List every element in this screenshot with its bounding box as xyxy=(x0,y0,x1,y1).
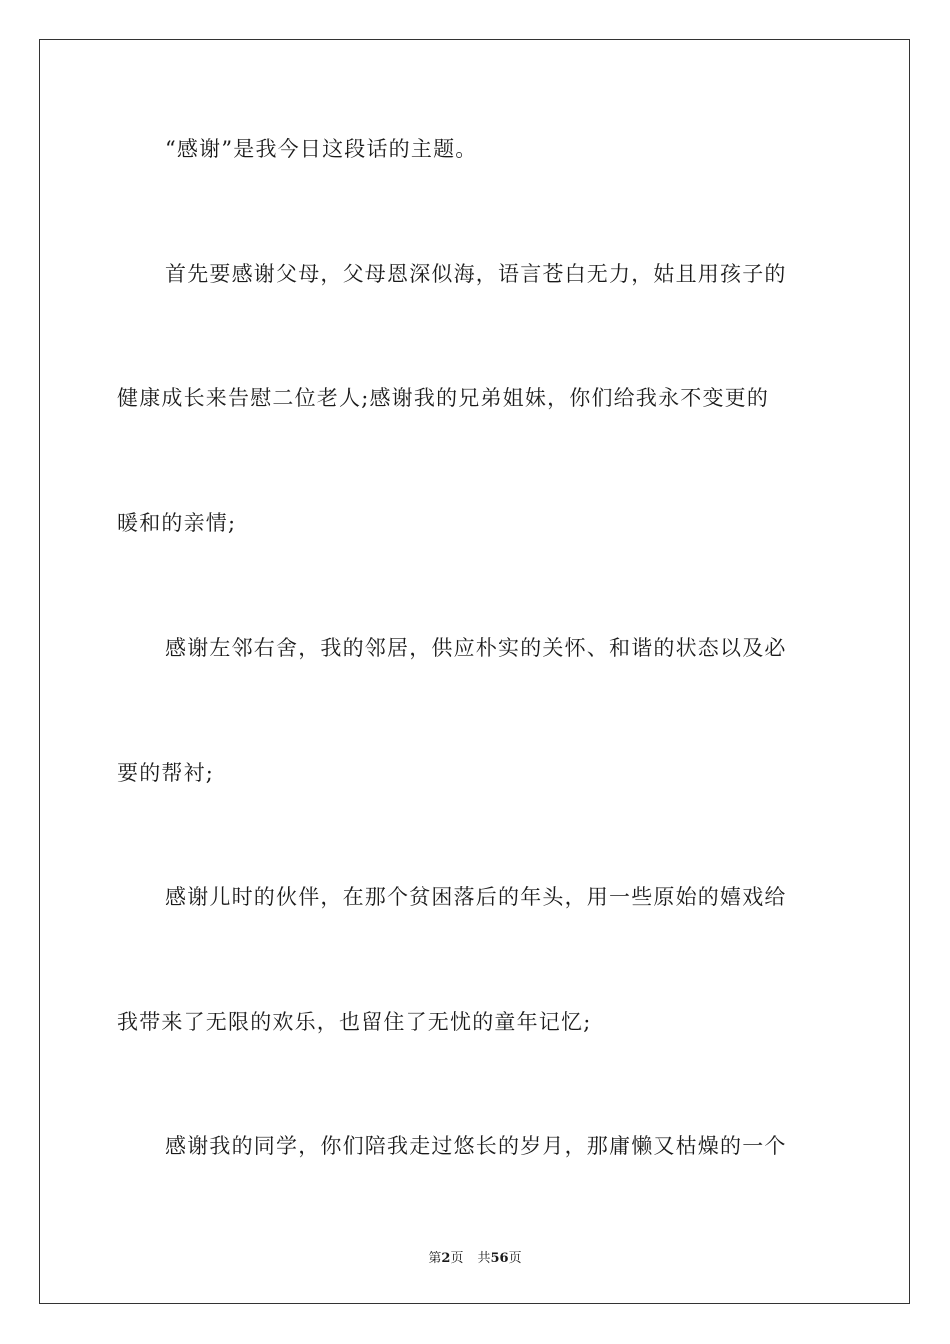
total-pages: 56 xyxy=(490,1251,509,1266)
page-number: 2 xyxy=(441,1251,451,1266)
paragraph-line: “感谢”是我今日这段话的主题。 xyxy=(165,137,478,161)
paragraph-line: 感谢我的同学，你们陪我走过悠长的岁月，那庸懒又枯燥的一个 xyxy=(165,1134,787,1158)
page-footer xyxy=(0,1247,950,1266)
paragraph-line: 感谢左邻右舍，我的邻居，供应朴实的关怀、和谐的状态以及必 xyxy=(165,636,787,660)
paragraph-line: 我带来了无限的欢乐，也留住了无忧的童年记忆; xyxy=(117,1010,592,1034)
paragraph-line: 要的帮衬; xyxy=(117,761,215,785)
paragraph-line: 首先要感谢父母，父母恩深似海，语言苍白无力，姑且用孩子的 xyxy=(165,262,787,286)
paragraph-line: 健康成长来告慰二位老人;感谢我的兄弟姐妹，你们给我永不变更的 xyxy=(117,386,770,410)
paragraph-line: 感谢儿时的伙伴，在那个贫困落后的年头，用一些原始的嬉戏给 xyxy=(165,885,787,909)
total-suffix: 页 xyxy=(508,1251,522,1266)
total-prefix: 共 xyxy=(477,1251,491,1266)
page-border xyxy=(39,39,910,1304)
page-prefix: 第 xyxy=(428,1251,442,1266)
page-suffix: 页 xyxy=(450,1251,464,1266)
paragraph-line: 暖和的亲情; xyxy=(117,511,237,535)
